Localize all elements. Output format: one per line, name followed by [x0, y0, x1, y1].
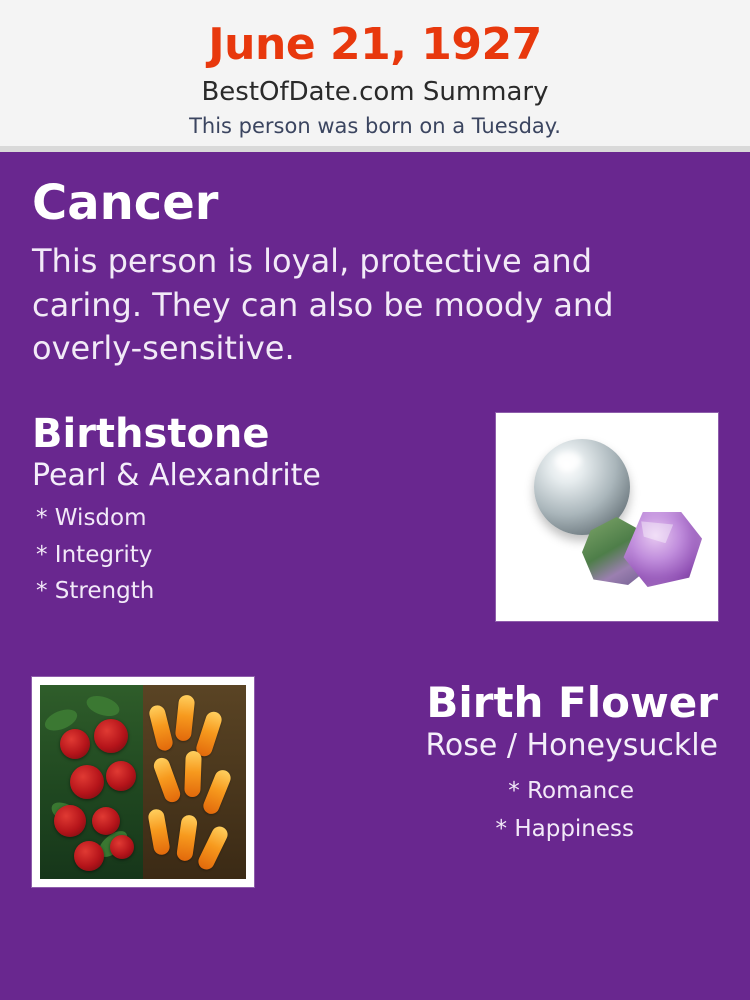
birthstone-title: Birthstone [32, 410, 270, 457]
birthstone-artwork [504, 421, 710, 613]
birthstone-image [496, 413, 718, 621]
birthstone-names: Pearl & Alexandrite [32, 457, 321, 493]
page-header [0, 0, 750, 152]
zodiac-sign-title: Cancer [32, 175, 219, 231]
birth-flower-text [274, 677, 718, 841]
birthstone-section [32, 410, 718, 633]
birth-flower-names: Rose / Honeysuckle [425, 728, 718, 764]
birth-flower-trait: * Romance [508, 777, 634, 804]
site-summary-label: BestOfDate.com Summary [201, 77, 549, 108]
honeysuckle-photo [143, 685, 246, 879]
birth-flower-image [32, 677, 254, 887]
birth-flower-trait: * Happiness [495, 815, 634, 842]
birthstone-trait: * Strength [36, 577, 155, 604]
birthstone-trait: * Integrity [36, 541, 153, 568]
birth-flower-title: Birth Flower [426, 677, 718, 727]
birthstone-trait: * Wisdom [36, 505, 147, 532]
birth-flower-artwork [40, 685, 246, 879]
roses-photo [40, 685, 143, 879]
zodiac-description: This person is loyal, protective and caring. They can also be moody and overly-sensitive. [32, 242, 614, 368]
main-panel [0, 152, 750, 1000]
born-on-text: This person was born on a Tuesday. [189, 113, 561, 138]
page-title: June 21, 1927 [208, 19, 542, 70]
birth-flower-section [32, 677, 718, 887]
